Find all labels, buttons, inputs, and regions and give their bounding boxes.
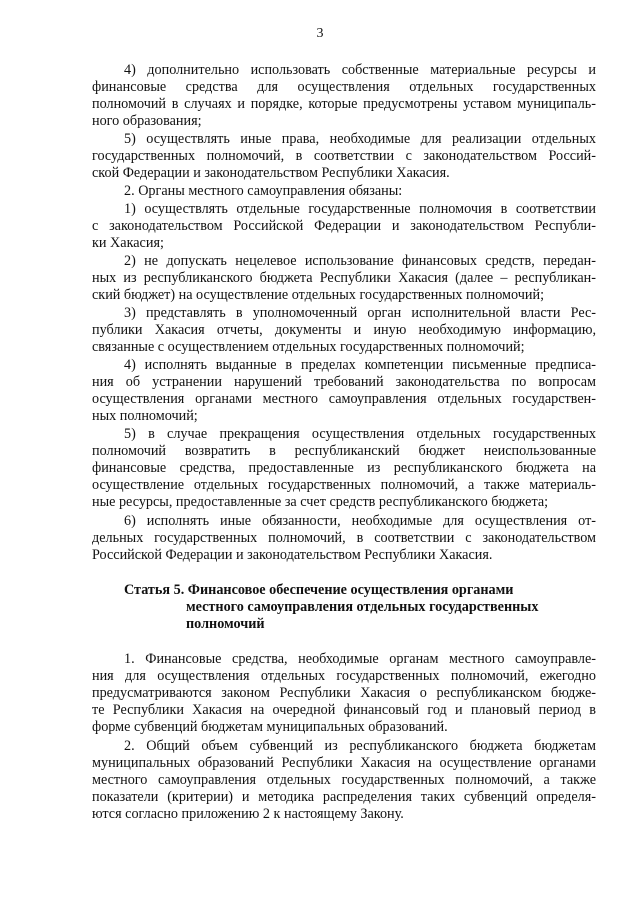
obligation-2 <box>92 253 596 304</box>
text-line: 1. Финансовые средства, необходимые органам местного самоуправле- <box>124 651 596 667</box>
text-line: осуществления органами местного самоуправления отдельных государствен- <box>92 391 596 407</box>
text-line: полномочий в случаях и порядке, которые предусмотрены уставом муниципаль- <box>92 96 596 112</box>
text-line: 2. Общий объем субвенций из республиканского бюджета бюджетам <box>124 738 596 754</box>
heading-line: Статья 5. Финансовое обеспечение осуществления органами <box>124 582 514 598</box>
text-line: те Республики Хакасия на очередной финансовый год и плановый период в <box>92 702 596 718</box>
text-line: ного образования; <box>92 113 202 129</box>
text-line: с законодательством Российской Федерации и законодательством Республи- <box>92 218 596 234</box>
article-5-paragraph-1 <box>92 651 596 736</box>
text-line: 6) исполнять иные обязанности, необходимые для осуществления от- <box>124 513 596 529</box>
text-line: ской Федерации и законодательством Республики Хакасия. <box>92 165 450 181</box>
text-line: связанные с осуществлением отдельных государственных полномочий; <box>92 339 525 355</box>
section-2-intro <box>92 183 596 200</box>
text-line: ния для осуществления отдельных государственных полномочий, ежегодно <box>92 668 596 684</box>
obligation-1 <box>92 201 596 252</box>
text-line: предусматриваются законом Республики Хакасия о республиканском бюдже- <box>92 685 596 701</box>
page-number: 3 <box>316 26 324 41</box>
text-line: 5) в случае прекращения осуществления отдельных государственных <box>124 426 596 442</box>
text-line: дельных государственных полномочий, в соответствии с законодательством <box>92 530 596 546</box>
text-line: государственных полномочий, в соответствии с законодательством Россий- <box>92 148 596 164</box>
text-line: публики Хакасия отчеты, документы и иную необходимую информацию, <box>92 322 596 338</box>
text-line: Российской Федерации и законодательством Республики Хакасия. <box>92 547 493 563</box>
text-line: 5) осуществлять иные права, необходимые для реализации отдельных <box>124 131 596 147</box>
text-line: финансовые средства для осуществления отдельных государственных <box>92 79 596 95</box>
text-line: 2. Органы местного самоуправления обязаны: <box>124 183 403 199</box>
text-line: полномочий возвратить в республиканский бюджет неиспользованные <box>92 443 596 459</box>
text-line: ский бюджет) на осуществление отдельных государственных полномочий; <box>92 287 545 303</box>
text-line: ных из республиканского бюджета Республики Хакасия (далее – республикан- <box>92 270 596 286</box>
text-line: ния об устранении нарушений требований законодательства по вопросам <box>92 374 596 390</box>
article-5-paragraph-2 <box>92 738 596 823</box>
text-line: осуществление отдельных государственных полномочий, а также материаль- <box>92 477 596 493</box>
obligation-3 <box>92 305 596 356</box>
text-line: 4) дополнительно использовать собственные материальные ресурсы и <box>124 62 596 78</box>
text-line: 3) представлять в уполномоченный орган исполнительной власти Рес- <box>124 305 596 321</box>
heading-line: местного самоуправления отдельных государственных <box>186 599 539 615</box>
text-line: ются согласно приложению 2 к настоящему Закону. <box>92 806 404 822</box>
text-line: форме субвенций бюджетам муниципальных образований. <box>92 719 448 735</box>
obligation-4 <box>92 357 596 425</box>
text-line: 4) исполнять выданные в пределах компетенции письменные предписа- <box>124 357 596 373</box>
text-line: 1) осуществлять отдельные государственные полномочия в соответствии <box>124 201 596 217</box>
paragraph-right-5 <box>92 131 596 182</box>
text-line: показатели (критерии) и методика распределения таких субвенций определя- <box>92 789 596 805</box>
obligation-6 <box>92 513 596 564</box>
text-line: муниципальных образований Республики Хакасия на осуществление органами <box>92 755 596 771</box>
heading-line: полномочий <box>186 616 265 632</box>
paragraph-right-4 <box>92 62 596 130</box>
text-line: ки Хакасия; <box>92 235 164 251</box>
text-line: местного самоуправления отдельных государственных полномочий, а также <box>92 772 596 788</box>
article-5-heading <box>124 582 596 633</box>
text-line: ные ресурсы, предоставленные за счет средств республиканского бюджета; <box>92 494 549 510</box>
text-line: 2) не допускать нецелевое использование финансовых средств, передан- <box>124 253 596 269</box>
text-line: ных полномочий; <box>92 408 198 424</box>
obligation-5 <box>92 426 596 511</box>
text-line: финансовые средства, предоставленные из республиканского бюджета на <box>92 460 596 476</box>
